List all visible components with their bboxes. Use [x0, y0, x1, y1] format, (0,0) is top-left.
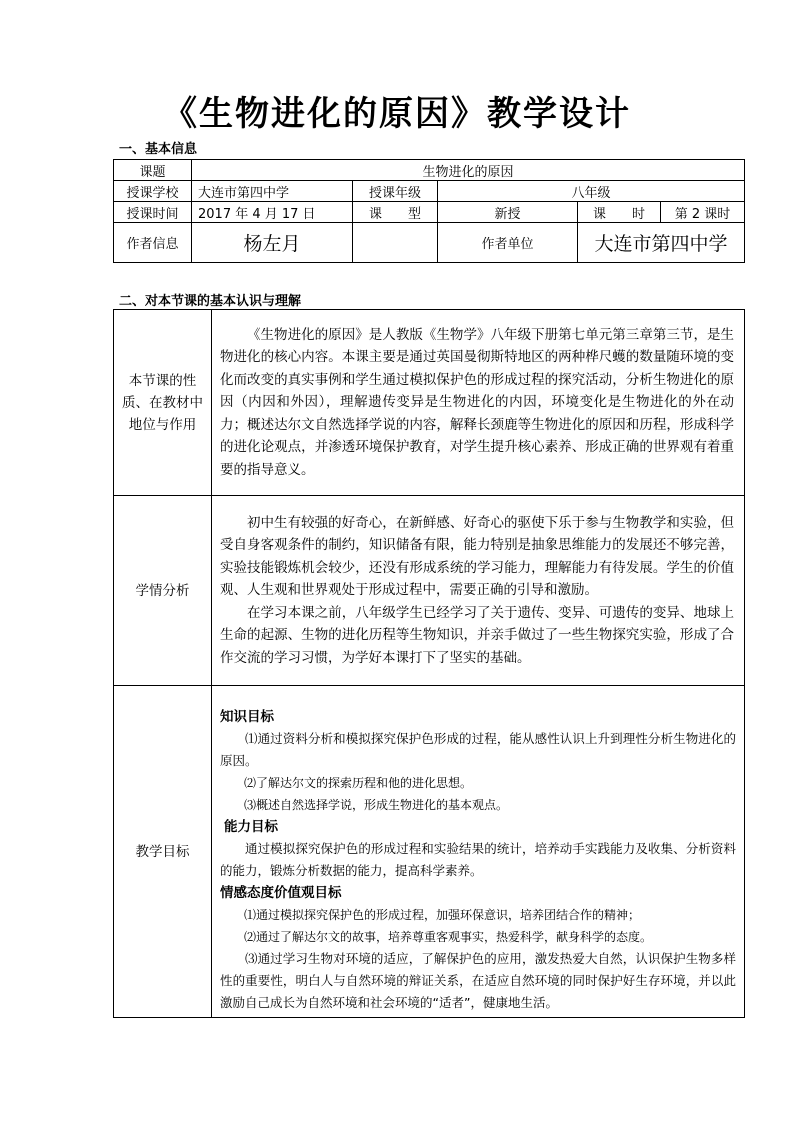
teaching-goals-label: 教学目标 — [114, 686, 212, 1018]
hours-value: 第 2 课时 — [661, 202, 745, 223]
grade-value: 八年级 — [438, 181, 745, 202]
learner-paragraph-2: 在学习本课之前，八年级学生已经学习了关于遗传、变异、可遗传的变异、地球上生命的起源、生物的进化历程等生物知识，并亲手做过了一些生物探究实验，形成了合作交流的学习习惯，为学好本课打下了坚实的基础。 — [220, 604, 734, 666]
knowledge-goal-2: ⑵了解达尔文的探索历程和他的进化思想。 — [244, 775, 473, 790]
knowledge-goal-1: ⑴通过资料分析和模拟探究保护色形成的过程，能从感性认识上升到理性分析生物进化的原因。 — [220, 730, 736, 768]
author-value: 杨左月 — [192, 223, 353, 263]
teaching-goals-text — [212, 686, 745, 1018]
table-row — [114, 223, 745, 263]
section-heading-basic-info: 一、基本信息 — [119, 142, 198, 157]
emotion-goal-heading: 情感态度价值观目标 — [220, 884, 342, 901]
type-value: 新授 — [438, 202, 578, 223]
knowledge-goal-heading: 知识目标 — [220, 708, 274, 725]
nature-text — [212, 310, 745, 496]
table-row — [114, 181, 745, 202]
school-label: 授课学校 — [114, 181, 192, 202]
time-label: 授课时间 — [114, 202, 192, 223]
learner-paragraph-1: 初中生有较强的好奇心，在新鲜感、好奇心的驱使下乐于参与生物教学和实验，但受自身客观条件的制约，知识储备有限，能力特别是抽象思维能力的发展还不够完善，实验技能锻炼机会较少，还没有形成系统的学习能力，理解能力有待发展。学生的价值观、人生观和世界观处于形成过程中，需要正确的引导和激励。 — [220, 514, 734, 599]
emotion-goal-1: ⑴通过模拟探究保护色的形成过程，加强环保意识，培养团结合作的精神； — [244, 907, 641, 922]
time-value: 2017 年 4 月 17 日 — [192, 202, 353, 223]
table-row — [114, 310, 745, 496]
understanding-table — [113, 309, 745, 1018]
topic-value: 生物进化的原因 — [192, 160, 745, 181]
table-row — [114, 686, 745, 1018]
basic-info-table — [113, 159, 745, 263]
empty-cell — [353, 223, 438, 263]
nature-label: 本节课的性质、在教材中地位与作用 — [114, 310, 212, 496]
hours-label: 课 时 — [578, 202, 661, 223]
emotion-goal-2: ⑵通过了解达尔文的故事，培养尊重客观事实，热爱科学，献身科学的态度。 — [244, 929, 653, 944]
unit-label: 作者单位 — [438, 223, 578, 263]
knowledge-goal-3: ⑶概述自然选择学说，形成生物进化的基本观点。 — [244, 797, 509, 812]
table-row — [114, 160, 745, 181]
topic-label: 课题 — [114, 160, 192, 181]
unit-value: 大连市第四中学 — [578, 223, 745, 263]
type-label: 课 型 — [353, 202, 438, 223]
table-row — [114, 202, 745, 223]
author-label: 作者信息 — [114, 223, 192, 263]
learner-analysis-text — [212, 496, 745, 686]
learner-analysis-label: 学情分析 — [114, 496, 212, 686]
table-row — [114, 496, 745, 686]
school-value: 大连市第四中学 — [192, 181, 353, 202]
ability-goal-heading: 能力目标 — [224, 818, 278, 835]
nature-paragraph: 《生物进化的原因》是人教版《生物学》八年级下册第七单元第三章第三节，是生物进化的核心内容。本课主要是通过英国曼彻斯特地区的两种桦尺蠖的数量随环境的变化而改变的真实事例和学生通过模拟保护色的形成过程的探究活动，分析生物进化的原因（内因和外因），理解遗传变异是生物进化的内因，环境变化是生物进化的外在动力；概述达尔文自然选择学说的内容，解释长颈鹿等生物进化的原因和历程，形成科学的进化论观点，并渗透环境保护教育，对学生提升核心素养、形成正确的世界观有着重要的指导意义。 — [220, 326, 734, 478]
emotion-goal-3: ⑶通过学习生物对环境的适应，了解保护色的应用，激发热爱大自然，认识保护生物多样性的重要性，明白人与自然环境的辩证关系，在适应自然环境的同时保护好生存环境，并以此激励自己成长为自然环境和社会环境的“适者”，健康地生活。 — [220, 950, 736, 1010]
ability-goal-1: 通过模拟探究保护色的形成过程和实验结果的统计，培养动手实践能力及收集、分析资料的能力，锻炼分析数据的能力，提高科学素养。 — [220, 840, 736, 878]
section-heading-understanding: 二、对本节课的基本认识与理解 — [119, 294, 302, 309]
page-title: 《生物进化的原因》教学设计 — [163, 94, 631, 134]
grade-label: 授课年级 — [353, 181, 438, 202]
